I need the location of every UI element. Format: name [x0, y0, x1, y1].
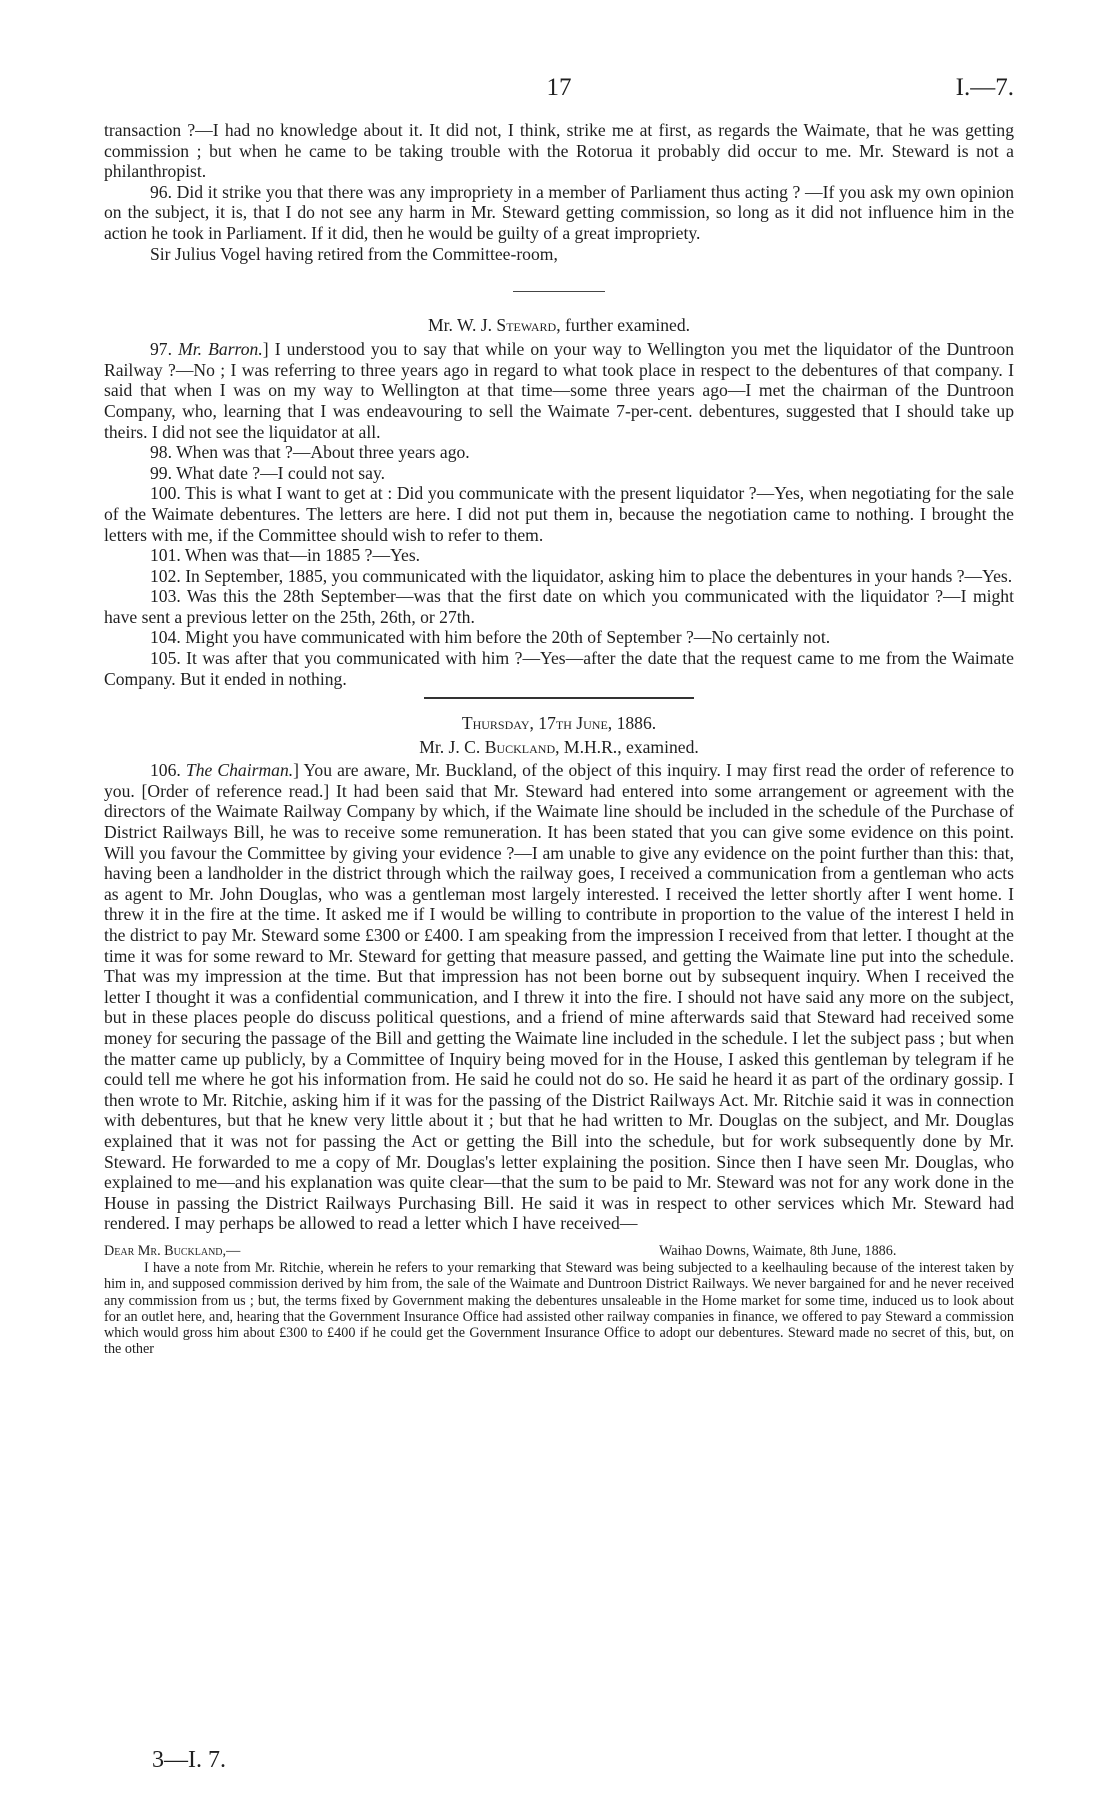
question-100: 100. This is what I want to get at : Did you communicate with the present liquidator ?—Yes, when negotiating for the sale of the Waimate debentures. The letters are here. I did not put them in, because the negotiation came to nothing. I brought the letters with me, if the Committee should wish to refer to them. [104, 483, 1014, 545]
document-reference: I.—7. [955, 74, 1014, 101]
speaker: The Chairman. [185, 760, 294, 781]
document-body [104, 120, 1014, 1358]
letter-salutation: Dear Mr. Buckland,— [104, 1242, 241, 1259]
letter-address: Waihao Downs, Waimate, 8th June, 1886. [659, 1242, 897, 1259]
question-101: 101. When was that—in 1885 ?—Yes. [150, 545, 421, 566]
witness-name: Steward [496, 315, 557, 336]
paragraph-continuation: transaction ?—I had no knowledge about it. It did not, I think, strike me at first, as regards the Waimate, that he was getting commission ; but when he came to be taking trouble with the Rotorua it probably did occur to me. Mr. Steward is not a philanthropist. [104, 120, 1014, 182]
witness-name: Buckland [484, 737, 556, 758]
quoted-letter [104, 1243, 1014, 1358]
question-103: 103. Was this the 28th September—was that the first date on which you communicated with the liquidator ?—I might have sent a previous letter on the 25th, 26th, or 27th. [104, 586, 1014, 627]
letter-header [104, 1243, 1014, 1260]
witness-heading-steward: Mr. W. J. Steward, further examined. [427, 315, 691, 336]
question-96: 96. Did it strike you that there was any impropriety in a member of Parliament thus acting ? —If you ask my own opinion on the subject, it is, that I do not see any harm in Mr. Steward getting commission, so long as it did not influence him in the action he took in Parliament. If it did, then he would be guilty of a great impropriety. [104, 181, 1014, 243]
retired-note: Sir Julius Vogel having retired from the Committee-room, [150, 243, 558, 264]
question-105: 105. It was after that you communicated with him ?—Yes—after the date that the request came to me from the Waimate Company. But it ended in nothing. [104, 648, 1014, 689]
question-104: 104. Might you have communicated with him before the 20th of September ?—No certainly not. [150, 627, 831, 648]
question-99: 99. What date ?—I could not say. [150, 462, 386, 483]
witness-heading-buckland: Mr. J. C. Buckland, M.H.R., examined. [419, 737, 699, 758]
page-header [104, 74, 1014, 102]
page-footer-signature: 3—I. 7. [152, 1747, 226, 1773]
question-98: 98. When was that ?—About three years ago. [150, 442, 470, 463]
date-heading: Thursday, 17th June, 1886. [461, 713, 657, 734]
letter-body: I have a note from Mr. Ritchie, wherein he refers to your remarking that Steward was being subjected to a keelhauling because of the interest taken by him in, and supposed commission derived by him from, the sale of the Waimate and Duntroon District Railways. We never bargained for and he never received any commission from us ; but, the terms fixed by Government making the debentures unsaleable in the Home market for some time, induced us to look about for an outlet here, and, hearing that the Government Insurance Office had assisted other railway companies in finance, we offered to pay Steward a commission which would gross him about £300 to £400 if he could get the Government Insurance Office to adopt our debentures. Steward made no secret of this, but, on the other [104, 1259, 1014, 1358]
question-106: 106. The Chairman.] You are aware, Mr. Buckland, of the object of this inquiry. I may first read the order of reference to you. [Order of reference read.] It had been said that Mr. Steward had entered into some arrangement or agreement with the directors of the Waimate Railway Company by which, if the Waimate line should be included in the schedule of the Purchase of District Railways Bill, he was to receive some remuneration. It has been stated that you can give some evidence on this point. Will you favour the Committee by giving your evidence ?—I am unable to give any evidence on the point further than this: that, having been a landholder in the district through which the railway goes, I received a communication from a gentleman who acts as agent to Mr. John Douglas, who was a gentleman most largely interested. I received the letter shortly after I went home. I threw it in the fire at the time. It asked me if I would be willing to contribute in proportion to the value of the interest I held in the district to pay Mr. Steward some £300 or £400. I am speaking from the impression I received from that letter. I thought at the time it was for some reward to Mr. Steward for getting that measure passed, and getting the Waimate line put into the schedule. That was my impression at the time. But that impression has not been borne out by subsequent inquiry. When I received the letter I thought it was a confidential communication, and I threw it into the fire. I should not have said any more on the subject, but in these places people do discuss political questions, and a friend of mine afterwards said that Steward had received some money for securing the passage of the Bill and getting the Waimate line included in the schedule. I let the subject pass ; but when the matter came up publicly, by a Committee of Inquiry being moved for in the House, I asked this gentleman by telegram if he could tell me where he got his information from. He said he could not do so. He said he heard it as part of the ordinary gossip. I then wrote to Mr. Ritchie, asking him if it was for the passing of the District Railways Act. Mr. Ritchie said it was in connection with debentures, but that he knew very little about it ; but that he had written to Mr. Douglas on the subject, and Mr. Douglas explained that it was not for passing the Act or getting the Bill into the schedule, but for work subsequently done by Mr. Steward. He forwarded to me a copy of Mr. Douglas's letter explaining the position. Since then I have seen Mr. Douglas, who explained to me—and his explanation was quite clear—that the sum to be paid to Mr. Steward was not for any work done in the House in passing the District Railways Purchasing Bill. He said it was in respect to other services which Mr. Steward had rendered. I may perhaps be allowed to read a letter which I have received— [104, 760, 1014, 1234]
page-number: 17 [546, 74, 572, 101]
question-102: 102. In September, 1885, you communicated with the liquidator, asking him to place the debentures in your hands ?—Yes. [150, 565, 1013, 586]
question-97: 97. Mr. Barron.] I understood you to say that while on your way to Wellington you met the liquidator of the Duntroon Railway ?—No ; I was referring to three years ago in regard to what took place in respect to the debentures of that company. I said that when I was on my way to Wellington at that time—some three years ago—I met the chairman of the Duntroon Company, who, learning that I was endeavouring to sell the Waimate 7-per-cent. debentures, suggested that I should take up theirs. I did not see the liquidator at all. [104, 339, 1014, 442]
speaker: Mr. Barron. [178, 339, 263, 360]
